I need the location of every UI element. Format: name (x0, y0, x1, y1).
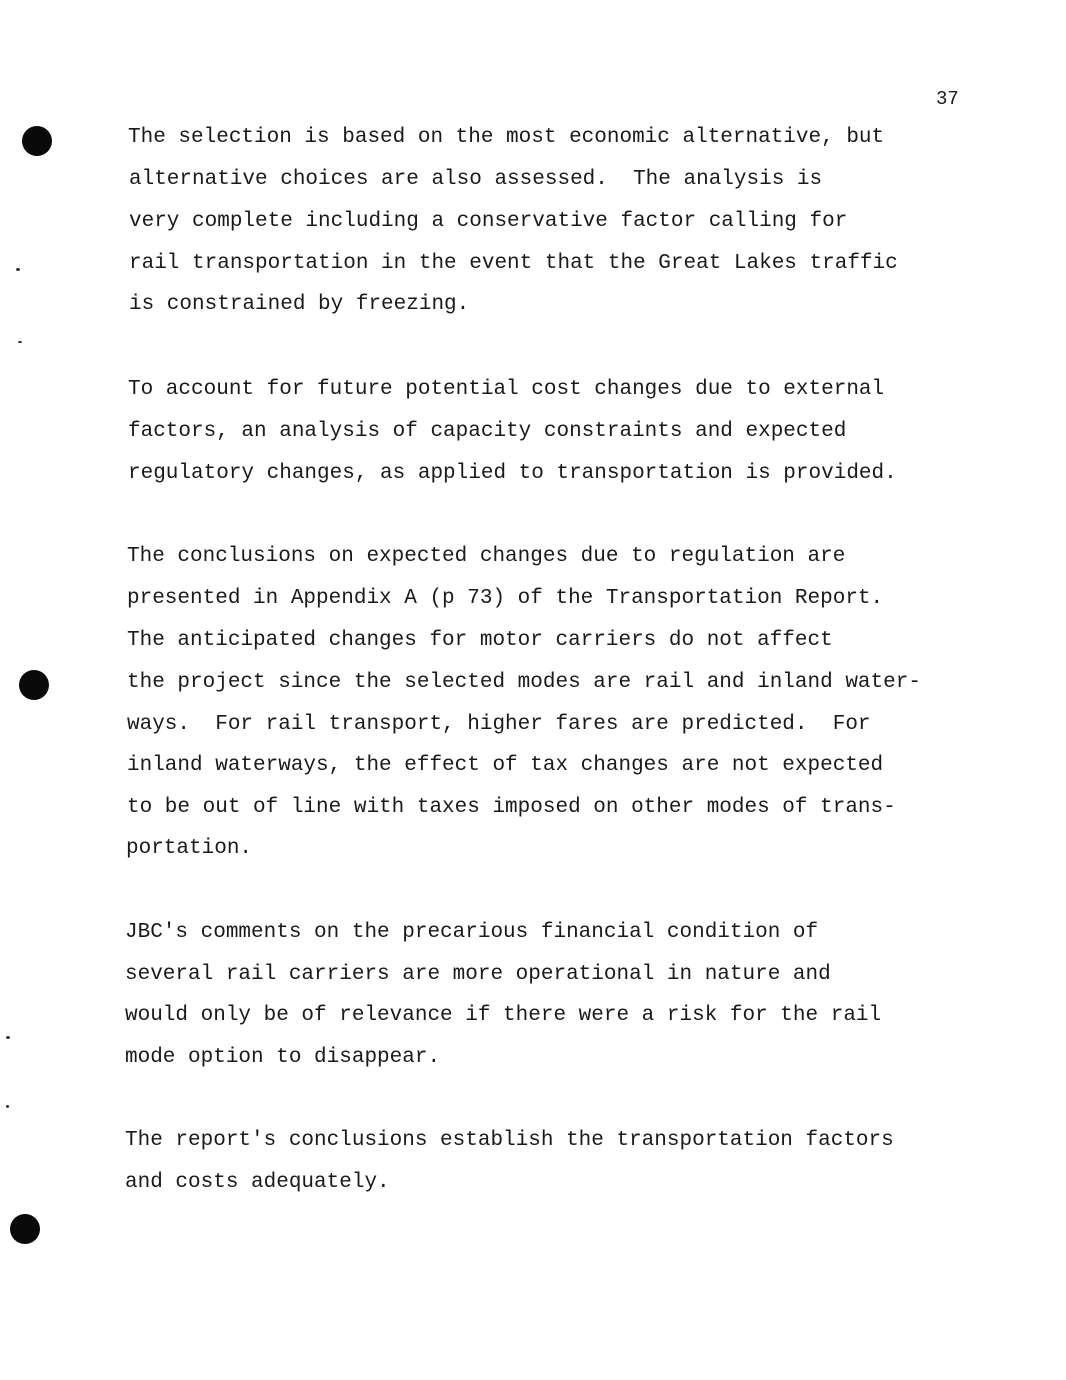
paragraph-line: several rail carriers are more operational in nature and (125, 963, 831, 986)
paragraph-line: ways. For rail transport, higher fares are predicted. For (127, 713, 871, 736)
paragraph-line: and costs adequately. (125, 1171, 390, 1194)
paragraph-line: The report's conclusions establish the transportation factors (125, 1129, 894, 1152)
paragraph-line: To account for future potential cost changes due to external (128, 378, 885, 401)
paragraph-line: The conclusions on expected changes due to regulation are (127, 545, 846, 568)
paragraph-line: presented in Appendix A (p 73) of the Transportation Report. (127, 587, 884, 610)
scan-speck (6, 1036, 10, 1039)
page-number: 37 (936, 88, 959, 110)
paragraph-line: to be out of line with taxes imposed on other modes of trans- (127, 796, 896, 819)
paragraph-line: inland waterways, the effect of tax changes are not expected (127, 754, 884, 777)
punch-hole-bottom (10, 1214, 40, 1244)
scan-speck (18, 341, 22, 343)
paragraph-line: regulatory changes, as applied to transportation is provided. (128, 462, 897, 485)
paragraph-line: factors, an analysis of capacity constraints and expected (128, 420, 847, 443)
paragraph-line: the project since the selected modes are rail and inland water- (127, 671, 921, 694)
paragraph-line: alternative choices are also assessed. The analysis is (129, 168, 823, 191)
paragraph-line: The anticipated changes for motor carriers do not affect (127, 629, 833, 652)
paragraph-line: JBC's comments on the precarious financial condition of (125, 921, 819, 944)
scan-speck (6, 1105, 9, 1108)
punch-hole-middle (19, 670, 49, 700)
paragraph-line: The selection is based on the most economic alternative, but (128, 126, 885, 149)
punch-hole-top (22, 126, 52, 156)
paragraph-line: portation. (126, 837, 253, 860)
paragraph-line: very complete including a conservative factor calling for (129, 210, 848, 233)
scan-speck (16, 268, 20, 271)
paragraph-line: rail transportation in the event that the Great Lakes traffic (129, 252, 898, 275)
paragraph-line: is constrained by freezing. (129, 293, 470, 316)
paragraph-line: mode option to disappear. (125, 1046, 441, 1069)
paragraph-line: would only be of relevance if there were a risk for the rail (125, 1004, 882, 1027)
